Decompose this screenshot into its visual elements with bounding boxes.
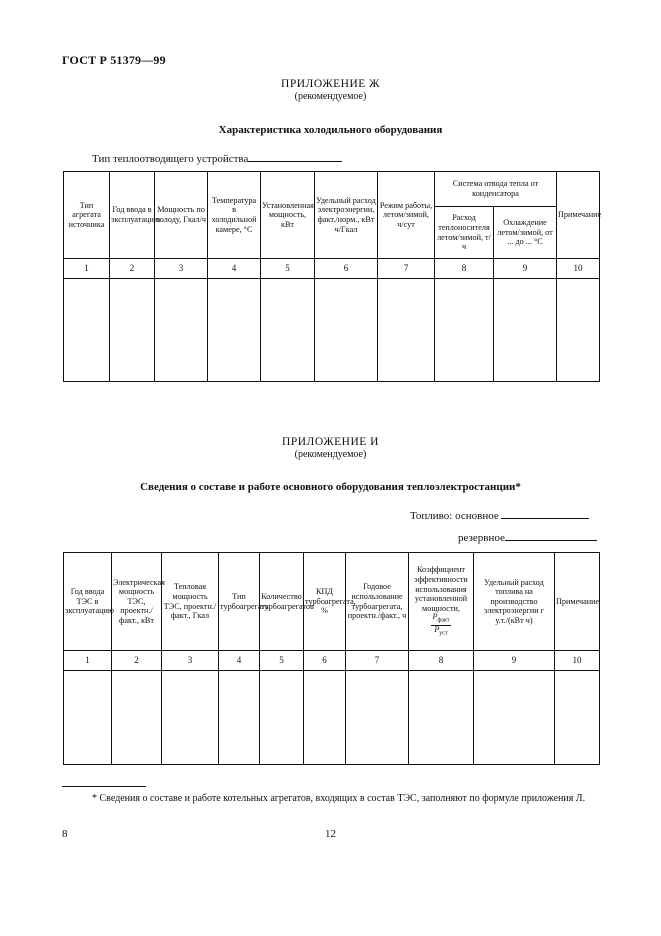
page-number-center: 12 [325,828,336,840]
fuel-reserve-blank [505,529,597,541]
i-col-number: 5 [260,651,304,671]
fuel-main-label: Топливо: основное [410,510,499,522]
zh-col-header: Охлаждение летом/зимой, от ... до ... °С [494,207,557,259]
efficiency-label: Коэффициент эффективности использования установленной мощности, [414,565,468,613]
zh-col-number: 10 [557,259,600,279]
i-empty-cell [112,671,162,765]
efficiency-formula [431,613,452,637]
appendix-zh-table [63,171,600,382]
i-col-header: Тип турбоагрегата [219,553,260,651]
zh-col-group-header: Система отвода тепла от конденсатора [435,172,557,207]
appendix-zh-title: ПРИЛОЖЕНИЕ Ж [281,78,380,90]
zh-col-number: 6 [315,259,378,279]
i-col-header: Количество турбоагрегатов [260,553,304,651]
zh-col-number: 4 [208,259,261,279]
zh-col-number: 7 [378,259,435,279]
zh-col-header: Расход теплоносителя летом/зимой, т/ч [435,207,494,259]
i-empty-cell [64,671,112,765]
i-col-header: Год ввода ТЭС в эксплуатацию [64,553,112,651]
i-empty-cell [219,671,260,765]
appendix-i-subtitle: (рекомендуемое) [294,449,367,460]
zh-col-number: 3 [155,259,208,279]
i-col-header: Электрическая мощность ТЭС, проектн./факт., кВт [112,553,162,651]
i-col-number: 8 [409,651,474,671]
formula-numerator: $P_{факт}$ [432,612,450,624]
i-empty-cell [162,671,219,765]
i-col-header-efficiency [409,553,474,651]
i-col-number: 7 [346,651,409,671]
fuel-main-line [410,507,589,522]
zh-empty-cell [435,279,494,382]
i-empty-row [64,671,600,765]
i-col-number: 4 [219,651,260,671]
fuel-reserve-label: резервное [458,532,505,544]
i-empty-cell [474,671,555,765]
i-col-number: 6 [304,651,346,671]
i-col-header: Тепловая мощность ТЭС, проектн./факт., Гкал [162,553,219,651]
zh-empty-cell [155,279,208,382]
i-empty-cell [346,671,409,765]
i-col-number: 1 [64,651,112,671]
i-empty-cell [409,671,474,765]
zh-empty-cell [208,279,261,382]
zh-empty-cell [315,279,378,382]
zh-col-header: Удельный расход электроэнергии, факт./норм., кВт ч/Гкал [315,172,378,259]
zh-empty-cell [64,279,110,382]
zh-col-header: Мощность по холоду, Гкал/ч [155,172,208,259]
page-number-left: 8 [62,828,68,840]
zh-col-number: 1 [64,259,110,279]
zh-col-header: Режим работы, летом/зимой, ч/сут [378,172,435,259]
zh-col-number: 9 [494,259,557,279]
device-type-blank [248,150,342,162]
appendix-i-section-title: Сведения о составе и работе основного оборудования теплоэлектростанции* [140,481,521,493]
i-empty-cell [304,671,346,765]
zh-empty-cell [557,279,600,382]
appendix-i-title: ПРИЛОЖЕНИЕ И [282,436,379,448]
i-col-number: 10 [555,651,600,671]
i-col-number: 3 [162,651,219,671]
i-empty-cell [555,671,600,765]
i-col-header: КПД турбоагрегата, % [304,553,346,651]
appendix-i-table [63,552,600,765]
footnote: * Сведения о составе и работе котельных агрегатов, входящих в состав ТЭС, заполняют по формуле приложения Л. [92,793,586,804]
fuel-main-blank [501,507,589,519]
fuel-reserve-line [458,529,597,544]
zh-col-header: Примечание [557,172,600,259]
i-col-number: 2 [112,651,162,671]
i-col-header: Примечание [555,553,600,651]
zh-col-header: Тип агрегата источника [64,172,110,259]
device-type-line [92,150,342,165]
appendix-zh-subtitle: (рекомендуемое) [294,91,367,102]
zh-col-header: Температура в холодильной камере, °С [208,172,261,259]
zh-col-header: Установленная мощность, кВт [261,172,315,259]
standard-header: ГОСТ Р 51379—99 [62,53,166,67]
i-empty-cell [260,671,304,765]
appendix-zh-section-title: Характеристика холодильного оборудования [218,124,443,136]
zh-empty-cell [494,279,557,382]
zh-empty-cell [261,279,315,382]
i-col-header: Удельный расход топлива на производство электроэнергии г у.т./(кВт ч) [474,553,555,651]
zh-empty-cell [378,279,435,382]
zh-col-header: Год ввода в эксплуатацию [110,172,155,259]
zh-empty-row [64,279,600,382]
formula-denominator: $P_{уст}$ [434,624,448,637]
zh-col-number: 8 [435,259,494,279]
zh-col-number: 5 [261,259,315,279]
device-type-label: Тип теплоотводящего устройства [92,153,249,165]
i-col-header: Годовое использование турбоагрегата, проектн./факт., ч [346,553,409,651]
i-col-number: 9 [474,651,555,671]
zh-empty-cell [110,279,155,382]
zh-col-number: 2 [110,259,155,279]
footnote-rule [62,786,146,787]
